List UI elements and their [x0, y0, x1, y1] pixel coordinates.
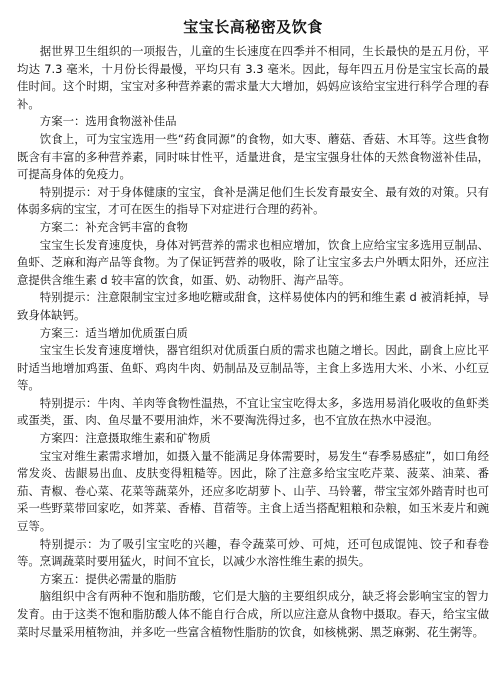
document-title: 宝宝长高秘密及饮食: [183, 18, 323, 36]
plan-5-paragraph: 脑组织中含有两种不饱和脂肪酸，它们是大脑的主要组织成分，缺乏将会影响宝宝的智力发育。由于这类不饱和脂肪酸人体不能自行合成，所以应注意从食物中摄取。春天，给宝宝做菜时尽量采用植物油，并多吃一些富含植物性脂肪的饮食，如核桃粥、黑芝麻粥、花生粥等。: [17, 589, 489, 639]
plan-2-tip: 特别提示：注意限制宝宝过多地吃糖或甜食，这样易使体内的钙和维生素 d 被消耗掉，导致身体缺钙。: [17, 290, 489, 322]
plan-4-paragraph: 宝宝对维生素需求增加，如摄入量不能满足身体需要时，易发生“春季易感症”，如口角经常发炎、齿龈易出血、皮肤变得粗糙等。因此，除了注意多给宝宝吃芹菜、菠菜、油菜、番茄、青椒、卷心菜、花菜等蔬菜外，还应多吃胡萝卜、山芋、马铃薯，带宝宝郊外踏青时也可采一些野菜带回家吃，如荠菜、香椿、苜蓿等。主食上适当搭配粗粮和杂粮，如玉米麦片和豌豆等。: [17, 448, 489, 534]
plan-4-tip: 特别提示：为了吸引宝宝吃的兴趣，春令蔬菜可炒、可炖，还可包成馄饨、饺子和春卷等。烹调蔬菜时要用猛火，时间不宜长，以减少水溶性维生素的损失。: [17, 536, 489, 569]
plan-4-heading: 方案四：注意摄取维生素和矿物质: [39, 431, 211, 446]
plan-3-tip: 特别提示：牛肉、羊肉等食物性温热，不宜让宝宝吃得太多，多选用易消化吸收的鱼虾类或蛋类，蛋、肉、鱼尽量不要用油炸，米不要淘洗得过多，也不宜放在热水中浸泡。: [17, 395, 489, 428]
plan-1-heading: 方案一：选用食物滋补佳品: [39, 114, 177, 129]
intro-paragraph: 据世界卫生组织的一项报告，儿童的生长速度在四季并不相同，生长最快的是五月份，平均达 7.3 毫米，十月份长得最慢，平均只有 3.3 毫米。因此，每年四五月份是宝宝长高的最佳时间。这个时期，宝宝对多种营养素的需求量大大增加，妈妈应该给宝宝进行科学合理的春补。: [17, 44, 489, 111]
plan-2-paragraph: 宝宝生长发育速度快，身体对钙营养的需求也相应增加，饮食上应给宝宝多选用豆制品、鱼虾、芝麻和海产品等食物。为了保证钙营养的吸收，除了让宝宝多去户外晒太阳外，还应注意提供含维生素 d 较丰富的饮食，如蛋、奶、动物肝、海产品等。: [17, 237, 489, 287]
plan-1-tip: 特别提示：对于身体健康的宝宝，食补是满足他们生长发育最安全、最有效的对策。只有体弱多病的宝宝，才可在医生的指导下对症进行合理的药补。: [17, 184, 489, 217]
article-body: [17, 43, 489, 641]
plan-5-heading: 方案五：提供必需量的脂肪: [39, 571, 177, 586]
plan-3-paragraph: 宝宝生长发育速度增快，器官组织对优质蛋白质的需求也随之增长。因此，副食上应比平时适当地增加鸡蛋、鱼虾、鸡肉牛肉、奶制品及豆制品等，主食上多选用大米、小米、小红豆等。: [17, 343, 489, 393]
plan-3-heading: 方案三：适当增加优质蛋白质: [39, 325, 188, 340]
plan-1-paragraph: 饮食上，可为宝宝选用一些“药食同源”的食物，如大枣、蘑菇、香菇、木耳等。这些食物既含有丰富的多种营养素，同时味甘性平，适量进食，是宝宝强身壮体的天然食物滋补佳品，可提高身体的免疫力。: [17, 131, 489, 182]
plan-2-heading: 方案二：补充含钙丰富的食物: [39, 219, 188, 234]
